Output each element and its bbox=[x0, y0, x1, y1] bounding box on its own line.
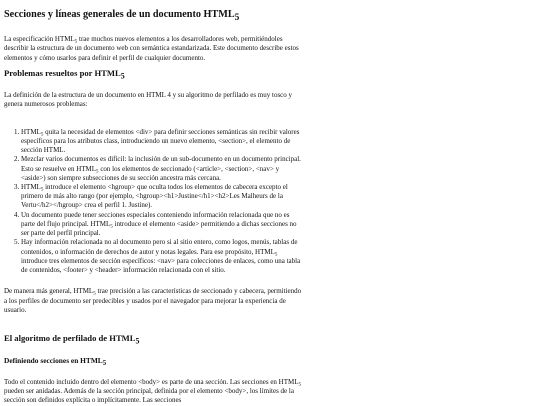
list-item-text-b: introduce tres elementos de sección específicos: <nav> para colecciones de enlaces, como una tabla de contenidos, <footer> y <header> información relacionada con el sitio. bbox=[21, 256, 301, 275]
section-heading-problems bbox=[4, 68, 304, 79]
page-title-subscript: 5 bbox=[234, 12, 240, 23]
section-heading-problems-text: Problemas resueltos por HTML bbox=[4, 67, 121, 78]
list-item-subscript: 5 bbox=[40, 131, 44, 137]
problems-list bbox=[4, 128, 304, 276]
closing-text-a: De manera más general, HTML bbox=[4, 287, 94, 296]
list-item-text-a: HTML bbox=[21, 127, 41, 136]
defining-subscript: 5 bbox=[298, 382, 302, 388]
list-item-text-a: Hay información relacionada no al documento pero si al sitio entero, como logos, menús, tablas de contenidos, o información de derechos de autor y notas legales. Para ese propósito, HTML bbox=[21, 238, 298, 256]
subsection-heading-defining-text: Definiendo secciones en HTML bbox=[4, 356, 103, 366]
list-item-subscript: 5 bbox=[110, 224, 113, 230]
list-item-text-b: quita la necesidad de elementos <div> para definir secciones semánticas sin recibir valores específicos para los atributos class, introduciendo un nuevo elemento, <section>, el elemento de sección HTML. bbox=[21, 127, 300, 155]
list-item-text-a: Mezclar varios documentos es difícil: la inclusión de un sub-documento en un documento principal. Esto se resuelve en HTML bbox=[21, 155, 301, 173]
page-title bbox=[4, 8, 304, 21]
defining-sections-paragraph bbox=[4, 378, 304, 406]
section-heading-algorithm-text: El algoritmo de perfilado de HTML bbox=[4, 333, 136, 344]
intro-text-b: trae muchos nuevos elementos a los desarrolladores web, permitiéndoles describir la estructura de un documento web con semántica estandarizada. Este documento describe estos elementos y cómo usarlos para definir el perfil de cualquier documento. bbox=[4, 35, 299, 62]
list-item bbox=[21, 183, 304, 211]
list-item-text-a: HTML bbox=[21, 183, 41, 191]
subsection-heading-defining bbox=[4, 356, 304, 366]
closing-text-b: trae precisión a las características de seccionado y cabecera, permitiendo a los perfiles de documento ser predecibles y usados por el navegador para mejorar la experiencia de usuario. bbox=[4, 287, 302, 314]
list-item-subscript: 5 bbox=[274, 251, 278, 257]
list-item bbox=[21, 128, 304, 156]
defining-text-a: Todo el contenido incluido dentro del elemento <body> es parte de una sección. Las secciones en HTML bbox=[4, 377, 299, 386]
subsection-heading-defining-subscript: 5 bbox=[102, 360, 107, 368]
intro-paragraph bbox=[4, 35, 304, 63]
defining-text-b: pueden ser anidadas. Además de la sección principal, definida por el elemento <body>, los límites de la sección son definidos explícita o implícitamente. Las secciones bbox=[4, 387, 294, 405]
list-item bbox=[21, 155, 304, 183]
section-heading-algorithm bbox=[4, 333, 304, 344]
problems-closing-paragraph bbox=[4, 287, 304, 315]
list-item-text-b: con los elementos de seccionado (<article>, <section>, <nav> y <aside>) son siempre subsecciones de su sección ancestra más cercana. bbox=[21, 164, 280, 182]
page-title-text: Secciones y líneas generales de un documento HTML bbox=[4, 9, 235, 20]
section-heading-problems-subscript: 5 bbox=[120, 71, 125, 81]
intro-text-a: La especificación HTML bbox=[4, 35, 75, 44]
list-item-text-b: introduce el elemento <hgroup> que oculta todos los elementos de cabecera excepto el primero de más alto rango (por ejemplo, <hgroup><h1>Justine</h1><h2>Les Malheurs de la Vertu</h2></hgroup> crea el perfil 1. Justine). bbox=[21, 183, 288, 210]
section-heading-algorithm-subscript: 5 bbox=[135, 336, 140, 346]
closing-subscript: 5 bbox=[93, 291, 96, 297]
intro-subscript: 5 bbox=[74, 39, 78, 45]
list-item bbox=[21, 211, 304, 239]
list-item-text-b: introduce el elemento <aside> permitiendo a dichas secciones no ser parte del perfil principal. bbox=[21, 219, 297, 238]
list-item-subscript: 5 bbox=[40, 187, 44, 193]
problems-intro-paragraph: La definición de la estructura de un documento en HTML 4 y su algoritmo de perfilado es muy tosco y genera numerosos problemas: bbox=[4, 91, 293, 109]
list-item-subscript: 5 bbox=[96, 168, 99, 174]
list-item bbox=[21, 238, 304, 275]
list-item-text-a: Un documento puede tener secciones especiales conteniendo información relacionada que no es parte del flujo principal. HTML bbox=[21, 210, 290, 228]
